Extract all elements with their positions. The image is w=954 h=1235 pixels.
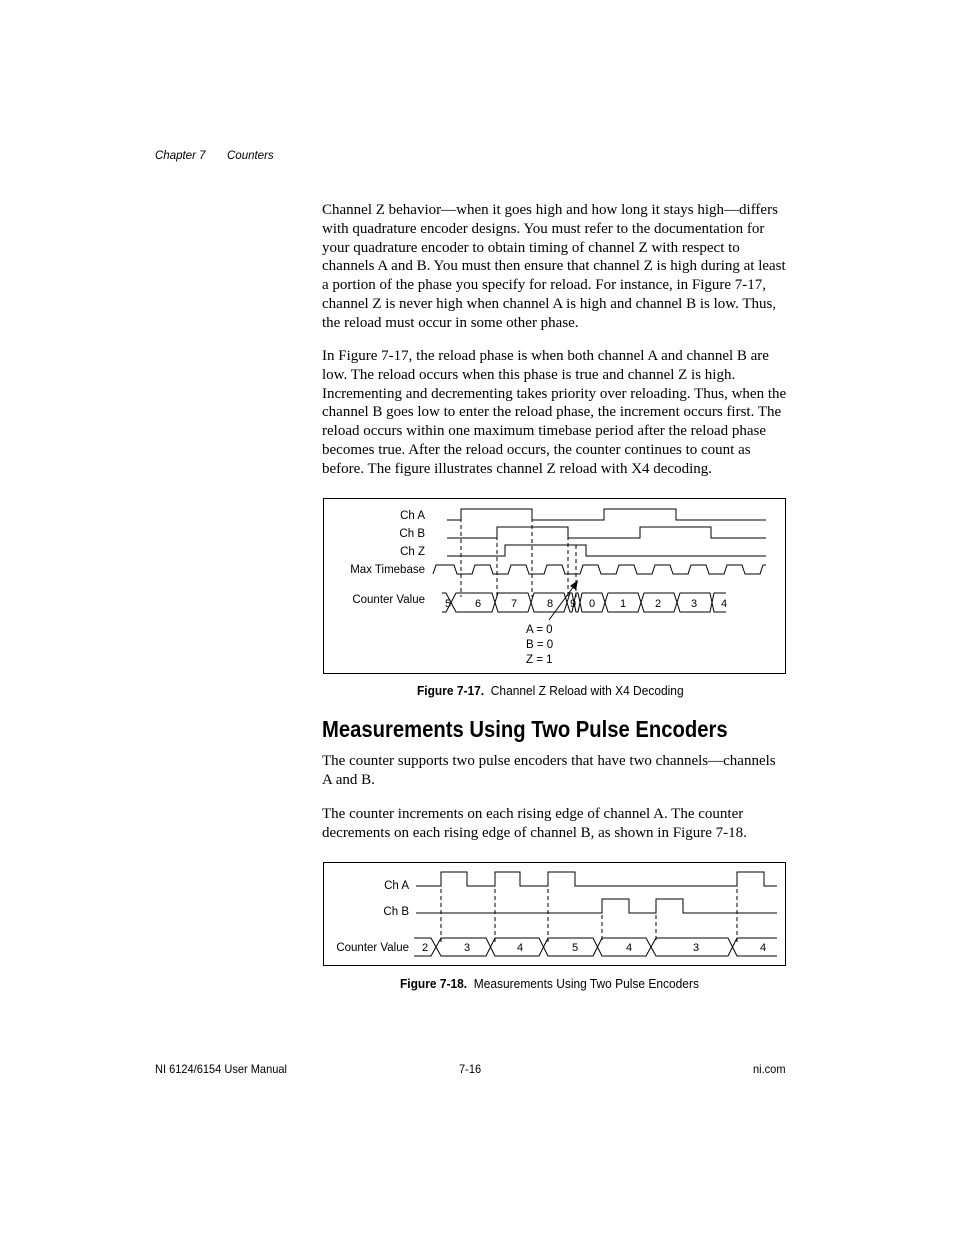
ch-b-label: Ch B [383, 906, 409, 918]
annotation-b: B = 0 [526, 639, 554, 651]
counter-value-3: 3 [690, 598, 698, 610]
figure-7-18-svg [324, 863, 787, 967]
ch-b-label: Ch B [399, 528, 425, 540]
section-heading: Measurements Using Two Pulse Encoders [322, 716, 728, 742]
counter-value-2: 2 [421, 942, 429, 954]
figure-17-counter-values [445, 598, 727, 610]
footer-website: ni.com [753, 1062, 786, 1076]
figure-17-dashed-guides [461, 511, 576, 597]
counter-value-1: 1 [619, 598, 627, 610]
ch-z-label: Ch Z [400, 546, 425, 558]
counter-value-7: 7 [510, 598, 518, 610]
counter-value-2: 2 [654, 598, 662, 610]
counter-value-5: 5 [571, 942, 579, 954]
footer-manual-title: NI 6124/6154 User Manual [155, 1062, 287, 1076]
footer-page-number: 7-16 [459, 1062, 482, 1076]
figure-7-17-caption-text: Channel Z Reload with X4 Decoding [490, 683, 684, 698]
ch-a-label: Ch A [384, 880, 409, 892]
figure-18-dashed-guides [441, 875, 737, 943]
counter-value-6: 6 [474, 598, 482, 610]
chapter-label: Chapter 7 [155, 150, 206, 162]
counter-value-8: 8 [546, 598, 554, 610]
section-label: Counters [227, 150, 274, 162]
max-timebase-waveform [433, 565, 766, 574]
counter-value-0: 0 [588, 598, 596, 610]
figure-7-17-caption-label: Figure 7-17. [417, 683, 485, 698]
annotation-z: Z = 1 [526, 654, 553, 666]
counter-value-9: 9 [569, 598, 577, 610]
ch-b-waveform [447, 527, 766, 538]
annotation-a: A = 0 [526, 624, 553, 636]
counter-value-4b: 4 [625, 942, 633, 954]
ch-z-waveform [447, 545, 766, 556]
counter-value-label: Counter Value [352, 594, 425, 606]
figure-7-18-caption-label: Figure 7-18. [400, 976, 468, 991]
counter-value-5: 5 [444, 598, 452, 610]
reload-arrow-icon [570, 580, 578, 590]
figure-7-17-timing-diagram [323, 498, 786, 674]
paragraph-increment-decrement: The counter increments on each rising edge of channel A. The counter decrements on each rising edge of channel B, as shown in Figure 7-18. [322, 806, 747, 841]
paragraph-reload-phase: In Figure 7-17, the reload phase is when both channel A and channel B are low. The reload occurs when this phase is true and channel Z is high. Incrementing and decrementing takes priority over reloading. Thus, when the channel B goes low to enter the reload phase, the increment occurs first. The reload occurs within one maximum timebase period after the reload phase becomes true. After the reload occurs, the counter continues to count as before. The figure illustrates channel Z reload with X4 decoding. [322, 348, 787, 477]
paragraph-channel-z-behavior: Channel Z behavior—when it goes high and how long it stays high—differs with quadrature encoder designs. You must refer to the documentation for your quadrature encoder to obtain timing of channel Z with respect to channels A and B. You must then ensure that channel Z is high during at least a portion of the phase you specify for reload. For instance, in Figure 7-17, channel Z is never high when channel A is high and channel B is low. Thus, the reload must occur in some other phase. [322, 202, 786, 331]
ch-a-waveform [416, 872, 777, 886]
figure-18-counter-values [422, 942, 766, 954]
counter-value-4: 4 [720, 598, 728, 610]
ch-a-label: Ch A [400, 510, 425, 522]
figure-7-18-caption [400, 976, 699, 991]
counter-value-bus [442, 593, 726, 612]
counter-value-3: 3 [463, 942, 471, 954]
counter-value-label: Counter Value [336, 942, 409, 954]
figure-7-18-timing-diagram [323, 862, 786, 966]
paragraph-two-pulse-intro: The counter supports two pulse encoders that have two channels—channels A and B. [322, 753, 776, 788]
ch-a-waveform [447, 509, 766, 520]
ch-b-waveform [416, 899, 777, 913]
reload-annotation [526, 624, 553, 666]
counter-value-4: 4 [516, 942, 524, 954]
max-timebase-label: Max Timebase [350, 564, 425, 576]
figure-7-17-svg [324, 499, 787, 675]
figure-7-17-caption [417, 683, 684, 698]
figure-7-18-caption-text: Measurements Using Two Pulse Encoders [473, 976, 699, 991]
counter-value-4c: 4 [759, 942, 767, 954]
counter-value-3b: 3 [692, 942, 700, 954]
